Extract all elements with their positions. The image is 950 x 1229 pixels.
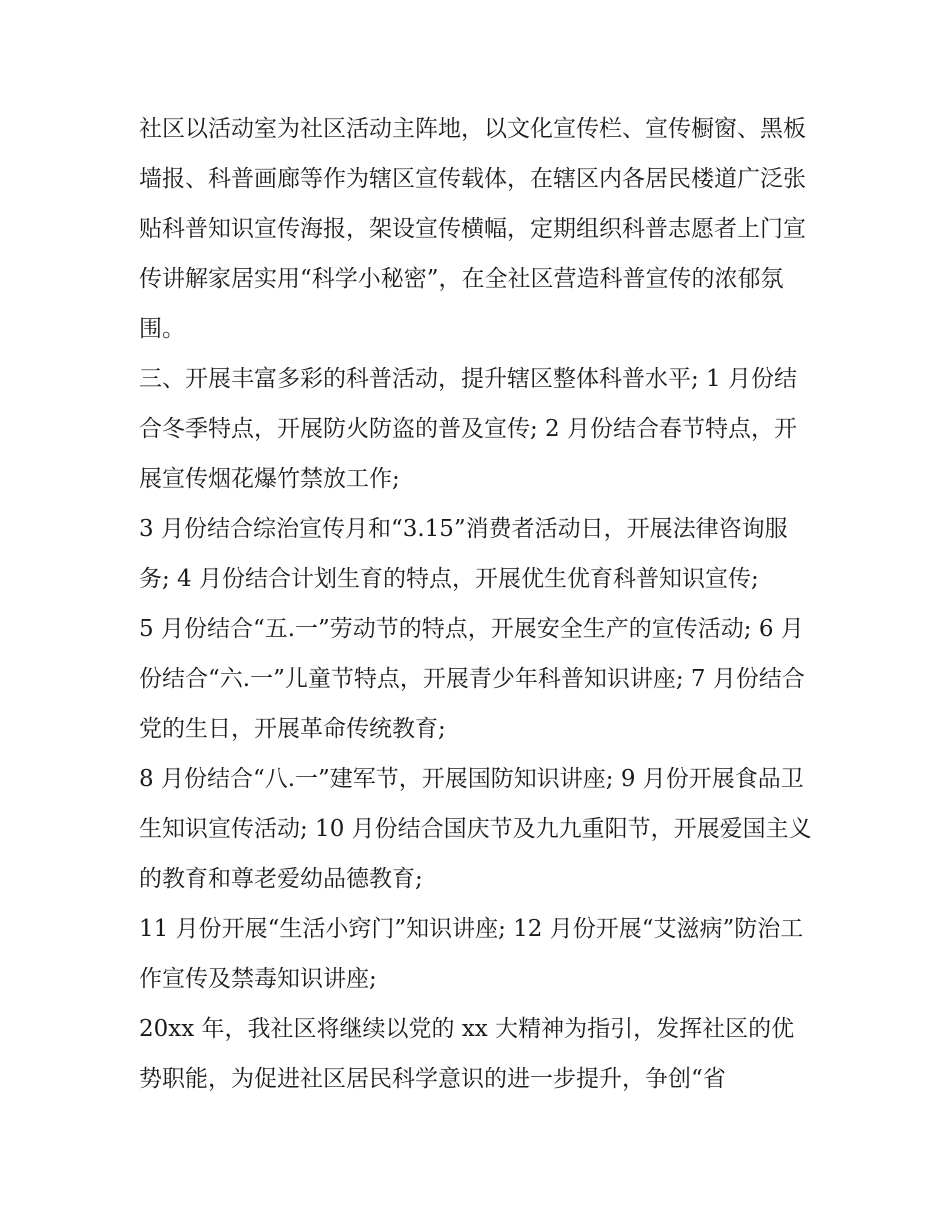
paragraph-publicity-carriers: 社区以活动室为社区活动主阵地，以文化宣传栏、宣传橱窗、黑板墙报、科普画廊等作为辖区宣传载体，在辖区内各居民楼道广泛张贴科普知识宣传海报，架设宣传横幅，定期组织科普志愿者上门宣传讲解家居实用“科学小秘密”，在全社区营造科普宣传的浓郁氛围。 — [139, 116, 806, 342]
paragraph-activities-mar-apr: 3 月份结合综治宣传月和“3.15”消费者活动日，开展法律咨询服务; 4 月份结合计划生育的特点，开展优生优育科普知识宣传; — [139, 516, 788, 592]
document-body — [139, 104, 815, 1104]
paragraph-activities-jan-feb: 三、开展丰富多彩的科普活动，提升辖区整体科普水平; 1 月份结合冬季特点，开展防火防盗的普及宣传; 2 月份结合春节特点，开展宣传烟花爆竹禁放工作; — [139, 366, 798, 492]
paragraph-activities-aug-oct: 8 月份结合“八.一”建军节，开展国防知识讲座; 9 月份开展食品卫生知识宣传活动; 10 月份结合国庆节及九九重阳节，开展爱国主义的教育和尊老爱幼品德教育; — [139, 766, 812, 892]
paragraph-next-year-plan: 20xx 年，我社区将继续以党的 xx 大精神为指引，发挥社区的优势职能，为促进社区居民科学意识的进一步提升，争创“省 — [139, 1016, 795, 1092]
paragraph-activities-nov-dec: 11 月份开展“生活小窍门”知识讲座; 12 月份开展“艾滋病”防治工作宣传及禁毒知识讲座; — [139, 916, 804, 992]
paragraph-activities-may-jul: 5 月份结合“五.一”劳动节的特点，开展安全生产的宣传活动; 6 月份结合“六.一”儿童节特点，开展青少年科普知识讲座; 7 月份结合党的生日，开展革命传统教育; — [139, 616, 805, 742]
